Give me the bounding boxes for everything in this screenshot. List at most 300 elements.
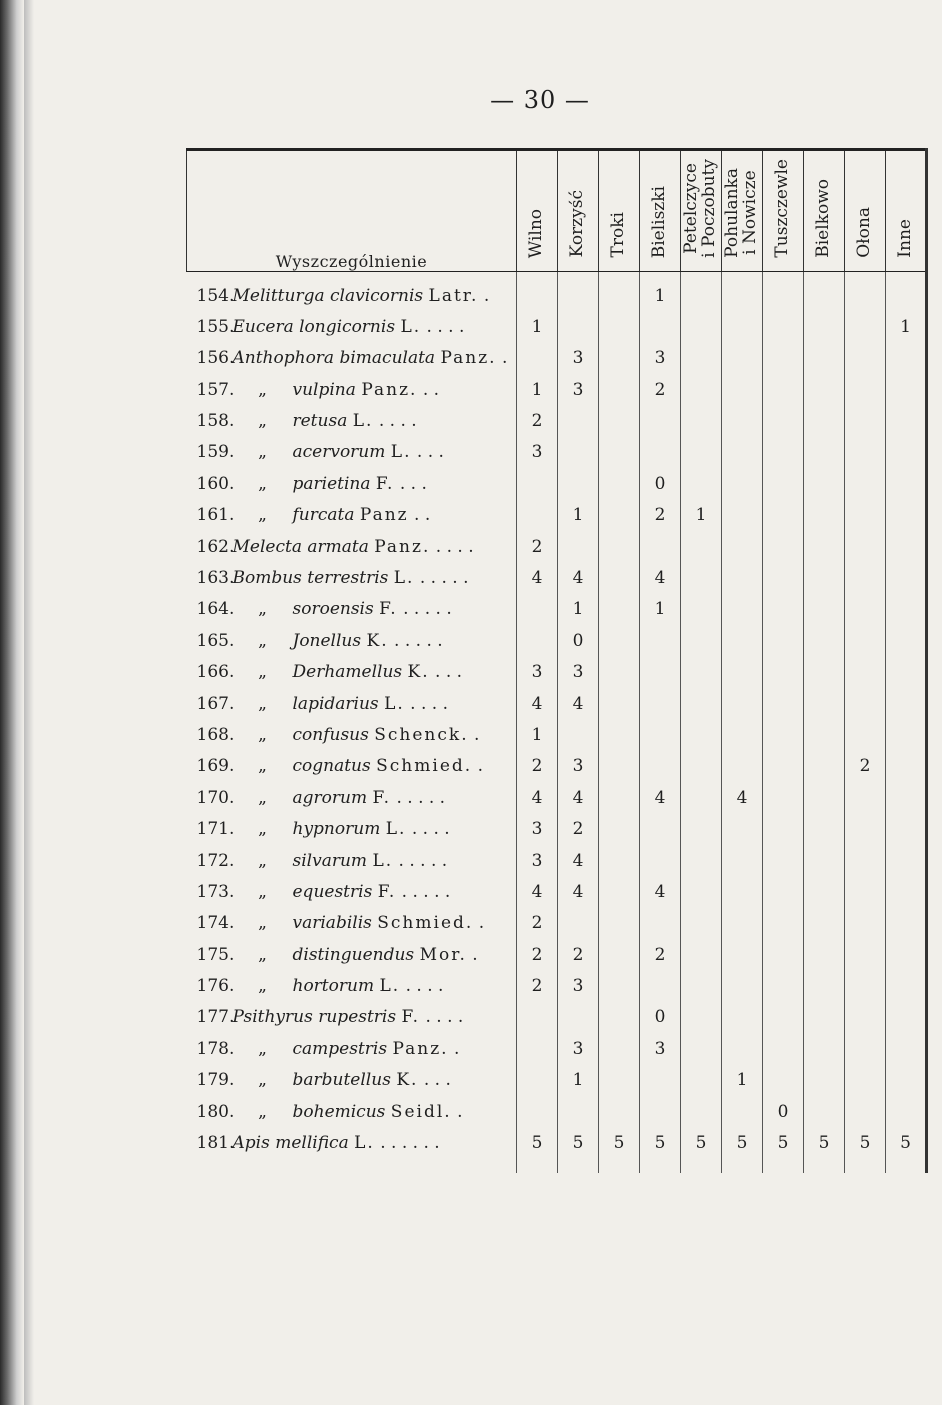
ditto-mark: „ — [258, 850, 267, 871]
count-cell: 2 — [640, 374, 681, 405]
species-label — [187, 813, 517, 844]
leader-dots: . — [466, 944, 478, 965]
species-name: campestris — [292, 1038, 388, 1059]
ditto-mark: „ — [258, 1101, 267, 1122]
count-cell — [681, 782, 722, 813]
species-author: K. — [407, 662, 430, 683]
count-cell: 3 — [558, 343, 599, 374]
species-name: retusa — [292, 411, 348, 432]
leader-dots: . . . . — [420, 1007, 464, 1028]
count-cell — [722, 271, 763, 311]
table-row — [187, 970, 927, 1001]
count-cell — [845, 876, 886, 907]
species-name: Apis mellifica — [232, 1133, 349, 1154]
species-name: distinguendus — [292, 944, 415, 965]
species-name: equestris — [292, 881, 373, 902]
empty-cell — [804, 1159, 845, 1173]
species-label — [187, 751, 517, 782]
count-cell — [640, 688, 681, 719]
table-row — [187, 876, 927, 907]
count-cell — [763, 751, 804, 782]
count-cell — [763, 1065, 804, 1096]
ditto-mark: „ — [258, 473, 267, 494]
count-cell — [763, 271, 804, 311]
count-cell: 2 — [517, 970, 558, 1001]
count-cell: 1 — [558, 1065, 599, 1096]
table-row — [187, 845, 927, 876]
count-cell — [640, 908, 681, 939]
species-name: furcata — [292, 505, 355, 526]
count-cell: 4 — [517, 562, 558, 593]
count-cell — [763, 625, 804, 656]
count-cell — [681, 813, 722, 844]
ditto-mark: „ — [258, 693, 267, 714]
count-cell — [599, 562, 640, 593]
header-column: Bielkowo — [804, 150, 845, 272]
count-cell — [599, 271, 640, 311]
count-cell: 3 — [517, 437, 558, 468]
table-row — [187, 625, 927, 656]
count-cell: 1 — [558, 500, 599, 531]
count-cell — [804, 468, 845, 499]
count-cell — [599, 939, 640, 970]
count-cell — [640, 405, 681, 436]
header-column: Inne — [886, 150, 927, 272]
species-author: L. — [379, 976, 401, 997]
species-author: L. — [400, 316, 422, 337]
count-cell: 2 — [517, 405, 558, 436]
table-row — [187, 311, 927, 342]
count-cell: 1 — [558, 594, 599, 625]
count-cell — [886, 939, 927, 970]
count-cell — [599, 845, 640, 876]
count-cell: 3 — [517, 813, 558, 844]
species-label — [187, 719, 517, 750]
count-cell: 4 — [517, 688, 558, 719]
count-cell — [886, 437, 927, 468]
leader-dots: . — [468, 724, 480, 745]
count-cell — [722, 311, 763, 342]
count-cell: 2 — [640, 939, 681, 970]
count-cell — [517, 500, 558, 531]
count-cell — [599, 374, 640, 405]
empty-cell — [517, 1159, 558, 1173]
count-cell: 4 — [517, 782, 558, 813]
count-cell — [804, 719, 845, 750]
count-cell: 2 — [558, 813, 599, 844]
count-cell: 0 — [763, 1096, 804, 1127]
species-author: F. — [401, 1007, 421, 1028]
count-cell: 4 — [558, 782, 599, 813]
count-cell — [599, 876, 640, 907]
count-cell — [845, 1096, 886, 1127]
leader-dots: . . . . . — [396, 881, 451, 902]
table-row — [187, 813, 927, 844]
count-cell — [845, 719, 886, 750]
species-author: L. — [385, 819, 407, 840]
table-row — [187, 271, 927, 311]
row-number: 170. — [196, 787, 235, 808]
table-body — [187, 271, 927, 1172]
species-name: hortorum — [292, 976, 375, 997]
count-cell: 3 — [558, 751, 599, 782]
count-cell: 1 — [640, 271, 681, 311]
count-cell — [845, 1033, 886, 1064]
species-label — [187, 782, 517, 813]
species-name: Anthophora bimaculata — [232, 348, 436, 369]
row-number: 156. — [196, 348, 235, 369]
row-number: 166. — [196, 662, 235, 683]
ditto-mark: „ — [258, 913, 267, 934]
count-cell — [763, 500, 804, 531]
count-cell — [599, 657, 640, 688]
row-number: 160. — [196, 473, 235, 494]
count-cell: 4 — [640, 562, 681, 593]
count-cell: 3 — [558, 970, 599, 1001]
header-column: Wilno — [517, 150, 558, 272]
species-name: soroensis — [292, 599, 374, 620]
ditto-mark: „ — [258, 1070, 267, 1091]
count-cell — [763, 845, 804, 876]
count-cell: 3 — [517, 845, 558, 876]
count-cell — [763, 657, 804, 688]
count-cell: 5 — [886, 1127, 927, 1158]
species-label — [187, 657, 517, 688]
table-row — [187, 908, 927, 939]
count-cell: 1 — [681, 500, 722, 531]
species-label — [187, 405, 517, 436]
count-cell — [517, 271, 558, 311]
table-row — [187, 1033, 927, 1064]
count-cell — [886, 657, 927, 688]
leader-dots: . . . . — [373, 411, 417, 432]
species-label — [187, 939, 517, 970]
table-row — [187, 1096, 927, 1127]
count-cell — [681, 625, 722, 656]
leader-dots: . — [451, 1101, 463, 1122]
count-cell — [722, 845, 763, 876]
ditto-mark: „ — [258, 881, 267, 902]
count-cell — [804, 531, 845, 562]
count-cell — [886, 562, 927, 593]
table-row — [187, 719, 927, 750]
row-number: 158. — [196, 411, 235, 432]
count-cell — [804, 688, 845, 719]
count-cell — [886, 970, 927, 1001]
species-author: Panz — [359, 505, 409, 526]
species-label — [187, 562, 517, 593]
count-cell — [722, 374, 763, 405]
count-cell — [517, 625, 558, 656]
count-cell — [558, 468, 599, 499]
count-cell — [681, 845, 722, 876]
leader-dots: . . . . — [421, 316, 465, 337]
ditto-mark: „ — [258, 724, 267, 745]
count-cell — [722, 1033, 763, 1064]
species-author: L. — [390, 442, 412, 463]
count-cell: 4 — [558, 688, 599, 719]
ditto-mark: „ — [258, 819, 267, 840]
count-cell — [599, 311, 640, 342]
species-author: Schenck. — [374, 724, 469, 745]
row-number: 175. — [196, 944, 235, 965]
row-number: 157. — [196, 379, 235, 400]
count-cell: 2 — [640, 500, 681, 531]
count-cell — [681, 719, 722, 750]
count-cell: 3 — [558, 657, 599, 688]
count-cell — [845, 500, 886, 531]
leader-dots: . . . . — [404, 693, 448, 714]
count-cell — [640, 531, 681, 562]
count-cell — [681, 1002, 722, 1033]
count-cell — [763, 531, 804, 562]
species-name: hypnorum — [292, 819, 381, 840]
count-cell — [886, 468, 927, 499]
count-cell — [722, 939, 763, 970]
count-cell — [517, 1065, 558, 1096]
table-row — [187, 437, 927, 468]
empty-cell — [187, 1159, 517, 1173]
count-cell — [845, 405, 886, 436]
count-cell — [558, 908, 599, 939]
count-cell — [722, 405, 763, 436]
empty-cell — [886, 1159, 927, 1173]
row-number: 164. — [196, 599, 235, 620]
count-cell — [681, 908, 722, 939]
count-cell — [763, 908, 804, 939]
species-name: agrorum — [292, 787, 368, 808]
count-cell — [845, 437, 886, 468]
count-cell — [845, 845, 886, 876]
leader-dots: . — [472, 756, 483, 777]
table-row — [187, 468, 927, 499]
count-cell — [722, 970, 763, 1001]
table-row — [187, 531, 927, 562]
table-row — [187, 688, 927, 719]
species-name: Derhamellus — [292, 662, 403, 683]
count-cell — [599, 813, 640, 844]
count-cell: 4 — [558, 876, 599, 907]
count-cell: 2 — [517, 531, 558, 562]
bee-species-table — [186, 148, 928, 1173]
header-column: Bieliszki — [640, 150, 681, 272]
ditto-mark: „ — [258, 976, 267, 997]
count-cell — [558, 437, 599, 468]
count-cell — [558, 1002, 599, 1033]
species-label — [187, 311, 517, 342]
count-cell — [763, 1033, 804, 1064]
count-cell: 5 — [558, 1127, 599, 1158]
count-cell — [845, 594, 886, 625]
count-cell: 1 — [517, 374, 558, 405]
leader-dots: . . . . — [400, 976, 444, 997]
count-cell — [804, 594, 845, 625]
count-cell — [845, 311, 886, 342]
table-row — [187, 1002, 927, 1033]
count-cell: 0 — [640, 1002, 681, 1033]
row-number: 180. — [196, 1101, 235, 1122]
species-name: variabilis — [292, 913, 372, 934]
count-cell — [599, 719, 640, 750]
species-author: Schmied. — [377, 913, 474, 934]
species-author: Panz. — [361, 379, 418, 400]
count-cell — [845, 970, 886, 1001]
count-cell: 5 — [599, 1127, 640, 1158]
count-cell — [845, 271, 886, 311]
count-cell — [845, 939, 886, 970]
row-number: 177. — [196, 1007, 235, 1028]
count-cell: 1 — [517, 311, 558, 342]
count-cell — [722, 625, 763, 656]
species-author: K. — [396, 1070, 419, 1091]
count-cell — [722, 657, 763, 688]
count-cell — [558, 405, 599, 436]
count-cell — [804, 939, 845, 970]
count-cell — [599, 625, 640, 656]
count-cell — [886, 1033, 927, 1064]
count-cell — [763, 437, 804, 468]
species-label — [187, 374, 517, 405]
count-cell — [640, 719, 681, 750]
table-row — [187, 1127, 927, 1158]
species-name: acervorum — [292, 442, 386, 463]
count-cell: 4 — [722, 782, 763, 813]
count-cell — [845, 1065, 886, 1096]
species-label — [187, 876, 517, 907]
count-cell — [804, 657, 845, 688]
species-name: cognatus — [292, 756, 371, 777]
species-label — [187, 845, 517, 876]
header-column: Korzyść — [558, 150, 599, 272]
count-cell: 2 — [517, 908, 558, 939]
count-cell — [640, 813, 681, 844]
count-cell — [599, 468, 640, 499]
row-number: 161. — [196, 505, 235, 526]
leader-dots: . . . — [411, 442, 444, 463]
count-cell: 3 — [558, 374, 599, 405]
count-cell — [599, 970, 640, 1001]
species-author: Schmied. — [376, 756, 473, 777]
count-cell — [517, 594, 558, 625]
species-name: lapidarius — [292, 693, 379, 714]
species-author: L. — [372, 850, 394, 871]
species-label — [187, 500, 517, 531]
table-row — [187, 500, 927, 531]
count-cell — [722, 876, 763, 907]
count-cell — [681, 405, 722, 436]
ditto-mark: „ — [258, 505, 267, 526]
count-cell — [681, 374, 722, 405]
empty-cell — [681, 1159, 722, 1173]
count-cell — [804, 1065, 845, 1096]
count-cell — [763, 562, 804, 593]
species-author: L. — [352, 411, 374, 432]
count-cell — [599, 782, 640, 813]
count-cell — [804, 562, 845, 593]
table-row — [187, 405, 927, 436]
count-cell: 2 — [517, 939, 558, 970]
count-cell — [763, 1002, 804, 1033]
header-column: Troki — [599, 150, 640, 272]
count-cell — [763, 343, 804, 374]
species-label — [187, 625, 517, 656]
count-cell — [681, 751, 722, 782]
count-cell: 2 — [517, 751, 558, 782]
header-column: Tuszczewle — [763, 150, 804, 272]
species-label — [187, 1065, 517, 1096]
count-cell — [804, 374, 845, 405]
table-row — [187, 562, 927, 593]
count-cell — [804, 437, 845, 468]
count-cell — [558, 271, 599, 311]
count-cell — [640, 657, 681, 688]
leader-dots: . . . — [394, 473, 427, 494]
leader-dots: . . . — [418, 1070, 451, 1091]
species-author: L. — [393, 568, 415, 589]
count-cell: 2 — [558, 939, 599, 970]
row-number: 155. — [196, 316, 235, 337]
count-cell: 5 — [763, 1127, 804, 1158]
species-author: L. — [354, 1133, 375, 1154]
count-cell: 3 — [640, 1033, 681, 1064]
count-cell: 5 — [640, 1127, 681, 1158]
species-label — [187, 343, 517, 374]
empty-cell — [845, 1159, 886, 1173]
species-label — [187, 1096, 517, 1127]
count-cell — [681, 657, 722, 688]
species-author: K. — [366, 630, 389, 651]
count-cell — [886, 782, 927, 813]
species-author: F. — [372, 787, 392, 808]
count-cell — [517, 1033, 558, 1064]
leader-dots: . . . . . — [388, 630, 443, 651]
count-cell — [804, 876, 845, 907]
count-cell — [599, 405, 640, 436]
count-cell — [845, 813, 886, 844]
count-cell — [722, 562, 763, 593]
count-cell — [681, 1065, 722, 1096]
count-cell: 4 — [517, 876, 558, 907]
ditto-mark: „ — [258, 442, 267, 463]
count-cell — [681, 970, 722, 1001]
count-cell — [763, 374, 804, 405]
row-number: 154. — [196, 285, 235, 306]
count-cell — [599, 1002, 640, 1033]
species-name: parietina — [292, 473, 371, 494]
count-cell — [804, 1002, 845, 1033]
count-cell — [722, 500, 763, 531]
table-bottom-stub — [187, 1159, 927, 1173]
count-cell — [804, 782, 845, 813]
leader-dots: . . . — [429, 662, 463, 683]
count-cell: 4 — [558, 845, 599, 876]
species-name: Melecta armata — [232, 536, 369, 557]
empty-cell — [640, 1159, 681, 1173]
count-cell — [599, 908, 640, 939]
species-label — [187, 688, 517, 719]
species-author: F. — [375, 473, 395, 494]
species-name: Bombus terrestris — [232, 568, 389, 589]
count-cell: 3 — [640, 343, 681, 374]
species-name: vulpina — [292, 379, 356, 400]
row-number: 159. — [196, 442, 235, 463]
count-cell — [681, 311, 722, 342]
row-number: 165. — [196, 630, 235, 651]
leader-dots: . — [478, 285, 490, 306]
empty-cell — [763, 1159, 804, 1173]
row-number: 167. — [196, 693, 235, 714]
count-cell — [640, 311, 681, 342]
